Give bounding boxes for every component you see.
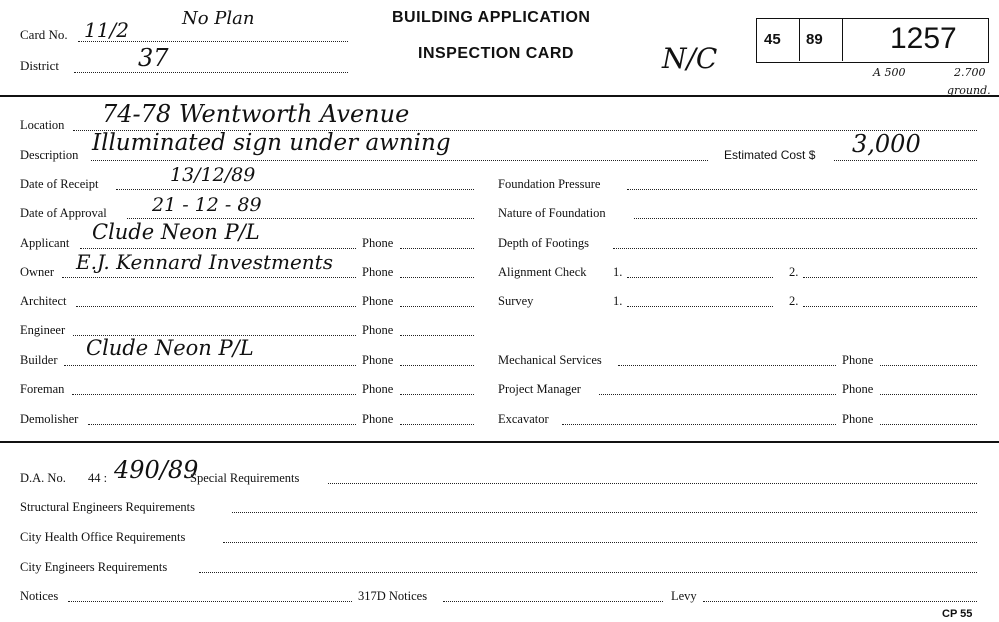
structural-requirements-label: Structural Engineers Requirements [20,500,195,514]
mechanical-phone-label: Phone [842,353,874,367]
alignment-line-2 [803,277,977,278]
card-no-value: 11/2 [84,18,129,42]
foundation-pressure-line [627,189,977,190]
foreman-line [72,394,356,395]
builder-phone-line [400,365,474,366]
depth-footings-label: Depth of Footings [498,236,589,250]
form-code: CP 55 [942,608,973,620]
architect-phone-label: Phone [362,294,394,308]
margin-note-3: ground. [947,84,991,97]
nature-foundation-line [634,218,977,219]
engineer-phone-line [400,335,474,336]
demolisher-phone-label: Phone [362,412,394,426]
date-approval-line [127,218,474,219]
ref-2: 89 [806,31,823,48]
notices-line [68,601,352,602]
owner-label: Owner [20,265,55,279]
architect-phone-line [400,306,474,307]
notices-label: Notices [20,589,59,603]
builder-line [64,365,356,366]
estimated-cost-value: 3,000 [852,130,921,158]
district-line [74,72,348,73]
district-value: 37 [138,44,169,72]
header-divider [0,95,999,97]
da-no-value: 490/89 [114,456,199,484]
mechanical-services-label: Mechanical Services [498,353,602,367]
excavator-label: Excavator [498,412,549,426]
engineer-phone-label: Phone [362,323,394,337]
builder-label: Builder [20,353,58,367]
applicant-line [80,248,356,249]
owner-phone-line [400,277,474,278]
estimated-cost-label: Estimated Cost $ [724,148,816,162]
excavator-line [562,424,836,425]
project-manager-label: Project Manager [498,382,581,396]
notices-317d-label: 317D Notices [358,589,428,603]
date-approval-value: 21 - 12 - 89 [152,194,262,216]
alignment-line-1 [627,277,773,278]
nc-note: N/C [662,42,718,75]
mechanical-phone-line [880,365,977,366]
architect-label: Architect [20,294,67,308]
special-requirements-line [328,483,977,484]
health-requirements-label: City Health Office Requirements [20,530,186,544]
builder-value: Clude Neon P/L [86,336,254,360]
section-divider [0,441,999,443]
margin-note-1: A 500 [873,66,906,79]
project-manager-phone-label: Phone [842,382,874,396]
applicant-phone-label: Phone [362,236,394,250]
estimated-cost-line [834,160,977,161]
location-value: 74-78 Wentworth Avenue [102,100,410,128]
levy-line [703,601,977,602]
reference-divider-1 [799,18,800,61]
district-label: District [20,58,59,73]
health-requirements-line [223,542,977,543]
description-value: Illuminated sign under awning [92,130,451,156]
structural-requirements-line [232,512,977,513]
demolisher-line [88,424,356,425]
date-receipt-value: 13/12/89 [170,164,256,186]
city-engineers-line [199,572,977,573]
card-note: No Plan [182,8,255,29]
notices-317d-line [443,601,663,602]
foreman-phone-label: Phone [362,382,394,396]
ref-3: 1257 [890,22,957,55]
alignment-num-1: 1. [613,265,623,279]
foreman-phone-line [400,394,474,395]
applicant-label: Applicant [20,236,70,250]
nature-foundation-label: Nature of Foundation [498,206,606,220]
date-receipt-label: Date of Receipt [20,177,99,191]
owner-value: E.J. Kennard Investments [76,250,333,274]
date-receipt-line [116,189,474,190]
applicant-phone-line [400,248,474,249]
title-line2: INSPECTION CARD [418,45,574,62]
alignment-num-2: 2. [789,265,799,279]
architect-line [76,306,356,307]
da-no-prefix: 44 : [88,471,108,485]
alignment-check-label: Alignment Check [498,265,587,279]
excavator-phone-line [880,424,977,425]
builder-phone-label: Phone [362,353,394,367]
demolisher-phone-line [400,424,474,425]
survey-label: Survey [498,294,534,308]
owner-line [62,277,356,278]
owner-phone-label: Phone [362,265,394,279]
ref-1: 45 [764,31,781,48]
survey-line-1 [627,306,773,307]
depth-footings-line [613,248,977,249]
mechanical-services-line [618,365,836,366]
demolisher-label: Demolisher [20,412,79,426]
card-no-label: Card No. [20,27,68,42]
description-line [91,160,708,161]
foundation-pressure-label: Foundation Pressure [498,177,601,191]
levy-label: Levy [671,589,697,603]
da-no-label: D.A. No. [20,471,66,485]
engineer-label: Engineer [20,323,66,337]
title-line1: BUILDING APPLICATION [392,9,591,26]
survey-num-1: 1. [613,294,623,308]
foreman-label: Foreman [20,382,65,396]
survey-num-2: 2. [789,294,799,308]
survey-line-2 [803,306,977,307]
date-approval-label: Date of Approval [20,206,107,220]
special-requirements-label: Special Requirements [190,471,300,485]
location-label: Location [20,118,65,132]
description-label: Description [20,148,79,162]
reference-divider-2 [842,18,843,61]
margin-note-2: 2.700 [954,66,986,79]
project-manager-line [599,394,836,395]
applicant-value: Clude Neon P/L [92,220,260,244]
project-manager-phone-line [880,394,977,395]
excavator-phone-label: Phone [842,412,874,426]
city-engineers-label: City Engineers Requirements [20,560,168,574]
